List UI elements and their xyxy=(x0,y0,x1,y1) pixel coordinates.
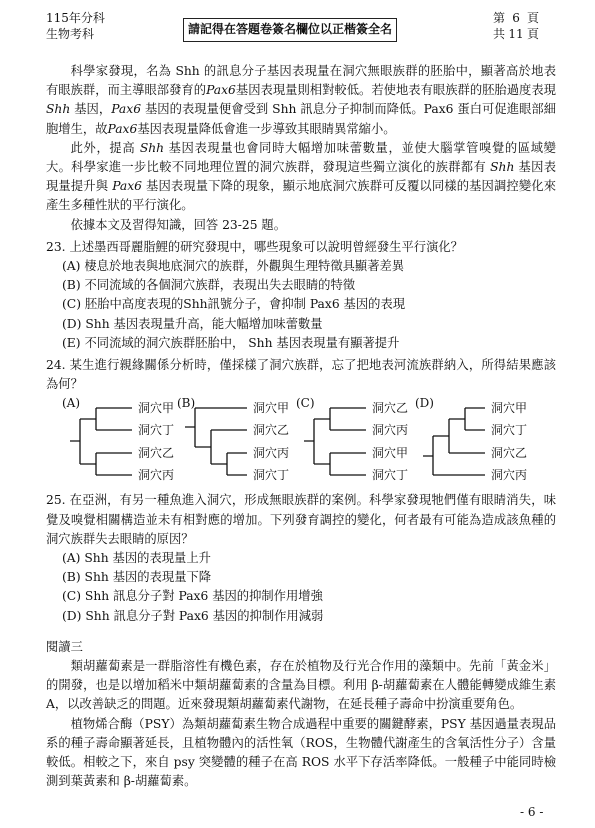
tree-option-c xyxy=(296,396,416,488)
page-indicator xyxy=(493,10,539,42)
question-25-stem: 25. 在亞洲，有另一種魚進入洞穴，形成無眼族群的案例。科學家發現牠們僅有眼睛消失，味覺及嗅覺相關構造並未有相對應的增加。下列發育調控的變化，何者最有可能為造成該魚種的洞穴族群失去眼睛的原因？ xyxy=(46,493,556,546)
page-footer: - 6 - xyxy=(520,805,544,819)
option-23-e: (E) 不同流域的洞穴族群胚胎中， Shh 基因表現量有顯著提升 xyxy=(62,335,400,350)
passage-instruction: 依據本文及習得知識，回答 23-25 題。 xyxy=(70,217,287,232)
tree-b-leaf-4: 洞穴丁 xyxy=(253,468,290,483)
reading-3-paragraph-1: 類胡蘿蔔素是一群脂溶性有機色素，存在於植物及行光合作用的藻類中。先前「黃金米」的開發，也是以增加稻米中類胡蘿蔔素的含量為目標。利用 β-胡蘿蔔素在人體能轉變成維生素 A，以改善缺乏的問題。近來發現類胡蘿蔔素代謝物，在延長種子壽命中扮演重要角色。 xyxy=(46,659,556,712)
tree-a-leaf-3: 洞穴乙 xyxy=(138,446,175,461)
passage-paragraph-1: 科學家發現，名為 Shh 的訊息分子基因表現量在洞穴無眼族群的胚胎中，顯著高於地表有眼族群，而主導眼部發育的Pax6基因表現量則相對較低。若使地表有眼族群的胚胎過度表現 Shh 基因，Pax6 基因的表現量便會受到 Shh 訊息分子抑制而降低。Pax6 蛋白可促進眼部細胞增生，故Pax6基因表現量降低會進一步導致其眼睛異常縮小。 xyxy=(46,64,556,136)
tree-a-leaf-2: 洞穴丁 xyxy=(138,423,175,438)
tree-d-leaf-2: 洞穴丁 xyxy=(491,423,528,438)
option-23-c: (C) 胚胎中高度表現的Shh訊號分子，會抑制 Pax6 基因的表現 xyxy=(62,297,406,312)
tree-d-label: (D) xyxy=(415,396,434,411)
tree-d-leaf-4: 洞穴丙 xyxy=(491,468,528,483)
exam-year: 115年分科 xyxy=(46,11,105,25)
tree-a-branches xyxy=(62,396,137,488)
tree-c-leaf-2: 洞穴丙 xyxy=(372,423,409,438)
tree-b-leaf-3: 洞穴丙 xyxy=(253,446,290,461)
tree-b-leaf-2: 洞穴乙 xyxy=(253,423,290,438)
option-23-a: (A) 棲息於地表與地底洞穴的族群，外觀與生理特徵具顯著差異 xyxy=(62,259,405,274)
tree-d-leaf-1: 洞穴甲 xyxy=(491,401,528,416)
reading-3-title: 閱讀三 xyxy=(46,639,83,654)
passage-paragraph-2: 此外，提高 Shh 基因表現量也會同時大幅增加味蕾數量，並使大腦掌管嗅覺的區域變大。科學家進一步比較不同地理位置的洞穴族群，發現這些獨立演化的族群都有 Shh 基因表現量提升與 Pax6 基因表現量下降的現象，顯示地底洞穴族群可反覆以同樣的基因調控變化來產生多種性狀的平行演化。 xyxy=(46,140,556,213)
tree-a-leaf-4: 洞穴丙 xyxy=(138,468,175,483)
option-23-b: (B) 不同流域的各個洞穴族群，表現出失去眼睛的特徵 xyxy=(62,278,356,293)
signature-notice: 請記得在答題卷簽名欄位以正楷簽全名 xyxy=(183,18,397,42)
exam-subject: 生物考科 xyxy=(46,27,95,41)
tree-d-leaf-3: 洞穴乙 xyxy=(491,446,528,461)
question-24-stem: 24. 某生進行親緣關係分析時，僅採樣了洞穴族群，忘了把地表河流族群納入，所得結果應該為何？ xyxy=(46,358,556,392)
tree-c-leaf-4: 洞穴丁 xyxy=(372,468,409,483)
page-label: 第 xyxy=(493,11,506,25)
tree-c-branches xyxy=(296,396,371,488)
option-25-c: (C) Shh 訊息分子對 Pax6 基因的抑制作用增強 xyxy=(62,589,323,604)
tree-d-branches xyxy=(415,396,490,488)
tree-option-a xyxy=(62,396,182,488)
tree-a-leaf-1: 洞穴甲 xyxy=(138,401,175,416)
option-25-d: (D) Shh 訊息分子對 Pax6 基因的抑制作用減弱 xyxy=(62,608,324,623)
tree-b-branches xyxy=(177,396,252,488)
question-23-options xyxy=(46,257,556,353)
question-25-options xyxy=(46,549,556,626)
option-23-d: (D) Shh 基因表現量升高，能大幅增加味蕾數量 xyxy=(62,316,323,331)
tree-b-label: (B) xyxy=(177,396,196,411)
total-pages: 11 xyxy=(508,27,524,41)
question-23-stem: 23. 上述墨西哥麗脂鯉的研究發現中，哪些現象可以說明曾經發生平行演化？ xyxy=(46,239,463,254)
tree-c-leaf-1: 洞穴乙 xyxy=(372,401,409,416)
phylogeny-options xyxy=(46,396,556,488)
tree-c-label: (C) xyxy=(296,396,315,411)
tree-option-b xyxy=(177,396,297,488)
reading-3-paragraph-2: 植物烯合酶（PSY）為類胡蘿蔔素生物合成過程中重要的關鍵酵素，PSY 基因過量表現品系的種子壽命顯著延長，且植物體內的活性氧（ROS，生物體代謝產生的含氧活性分子）含量較低。相較之下，來自 psy 突變體的種子在高 ROS 水平下存活率降低。一般種子中能同時檢測到葉黃素和 β-胡蘿蔔素。 xyxy=(46,716,556,789)
header-left xyxy=(46,10,105,42)
option-25-a: (A) Shh 基因的表現量上升 xyxy=(62,551,211,566)
page-content xyxy=(46,62,556,792)
page-unit: 頁 xyxy=(527,11,540,25)
option-25-b: (B) Shh 基因的表現量下降 xyxy=(62,570,212,585)
total-unit: 頁 xyxy=(527,27,540,41)
tree-a-label: (A) xyxy=(62,396,81,411)
total-label: 共 xyxy=(493,27,506,41)
tree-b-leaf-1: 洞穴甲 xyxy=(253,401,290,416)
page-number: 6 xyxy=(512,11,520,25)
tree-c-leaf-3: 洞穴甲 xyxy=(372,446,409,461)
tree-option-d xyxy=(415,396,535,488)
